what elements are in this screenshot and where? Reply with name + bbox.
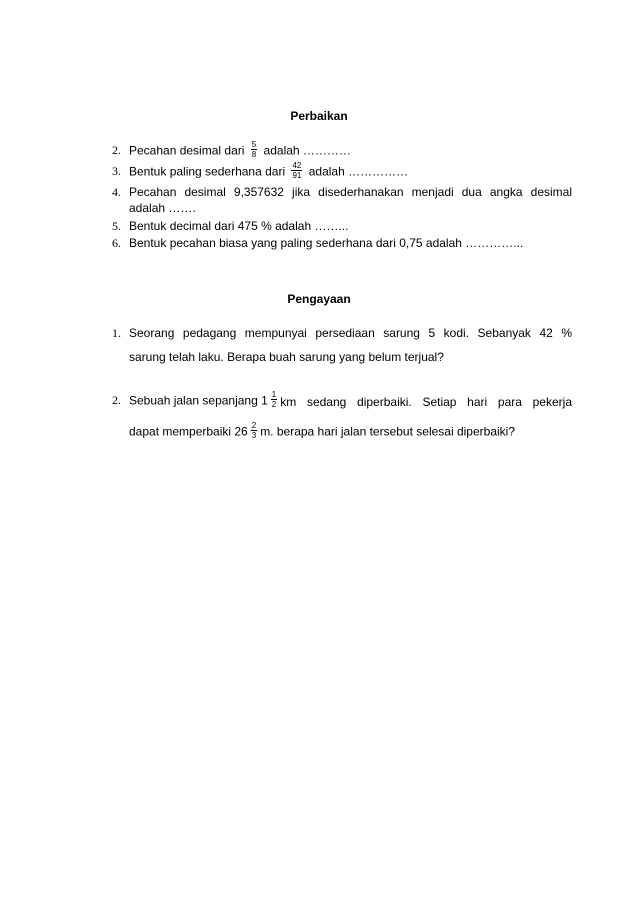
item-number: 4. [112,185,121,199]
item-text: Pecahan desimal 9,357632 jika disederhanakan menjadi dua angka desimal [129,185,572,199]
item-number: 3. [112,164,121,178]
fraction: $\frac{42}{91}$ [292,161,302,180]
item-number: 6. [112,236,121,250]
item-text: Bentuk decimal dari 475 % adalah ……... [129,219,349,233]
item-number: 2. [112,143,121,157]
item-text: sarung telah laku. Berapa buah sarung yang belum terjual? [129,350,444,364]
item-text: Pecahan desimal dari [129,143,245,158]
item-number: 5. [112,219,121,233]
fraction: $\frac{5}{8}$ [251,140,257,159]
fraction: $\frac{1}{2}$ [271,390,277,409]
item-text: adalah …………… [308,164,409,179]
item-text: Seorang pedagang mempunyai persediaan sarung 5 kodi. Sebanyak 42 % [129,326,572,340]
item-text: Sebuah jalan sepanjang 1 $\frac{1}{2}$ [129,390,277,409]
item-text: adalah ………… [263,143,351,158]
item-text: dapat memperbaiki 26 $\frac{2}{3}$ m. berapa hari jalan tersebut selesai diperbaiki? [129,421,515,440]
item-text: km sedang diperbaiki. Setiap hari para pekerja [280,394,572,409]
item-number: 1. [112,326,121,340]
fraction: $\frac{2}{3}$ [251,421,257,440]
item-text: Bentuk pecahan biasa yang paling sederhana dari 0,75 adalah …………... [129,236,524,250]
heading-pengayaan: Pengayaan [287,292,351,306]
heading-perbaikan: Perbaikan [290,109,348,123]
item-number: 2. [112,393,121,407]
item-text: Bentuk paling sederhana dari [129,164,286,179]
item-text: adalah ……. [129,201,196,215]
